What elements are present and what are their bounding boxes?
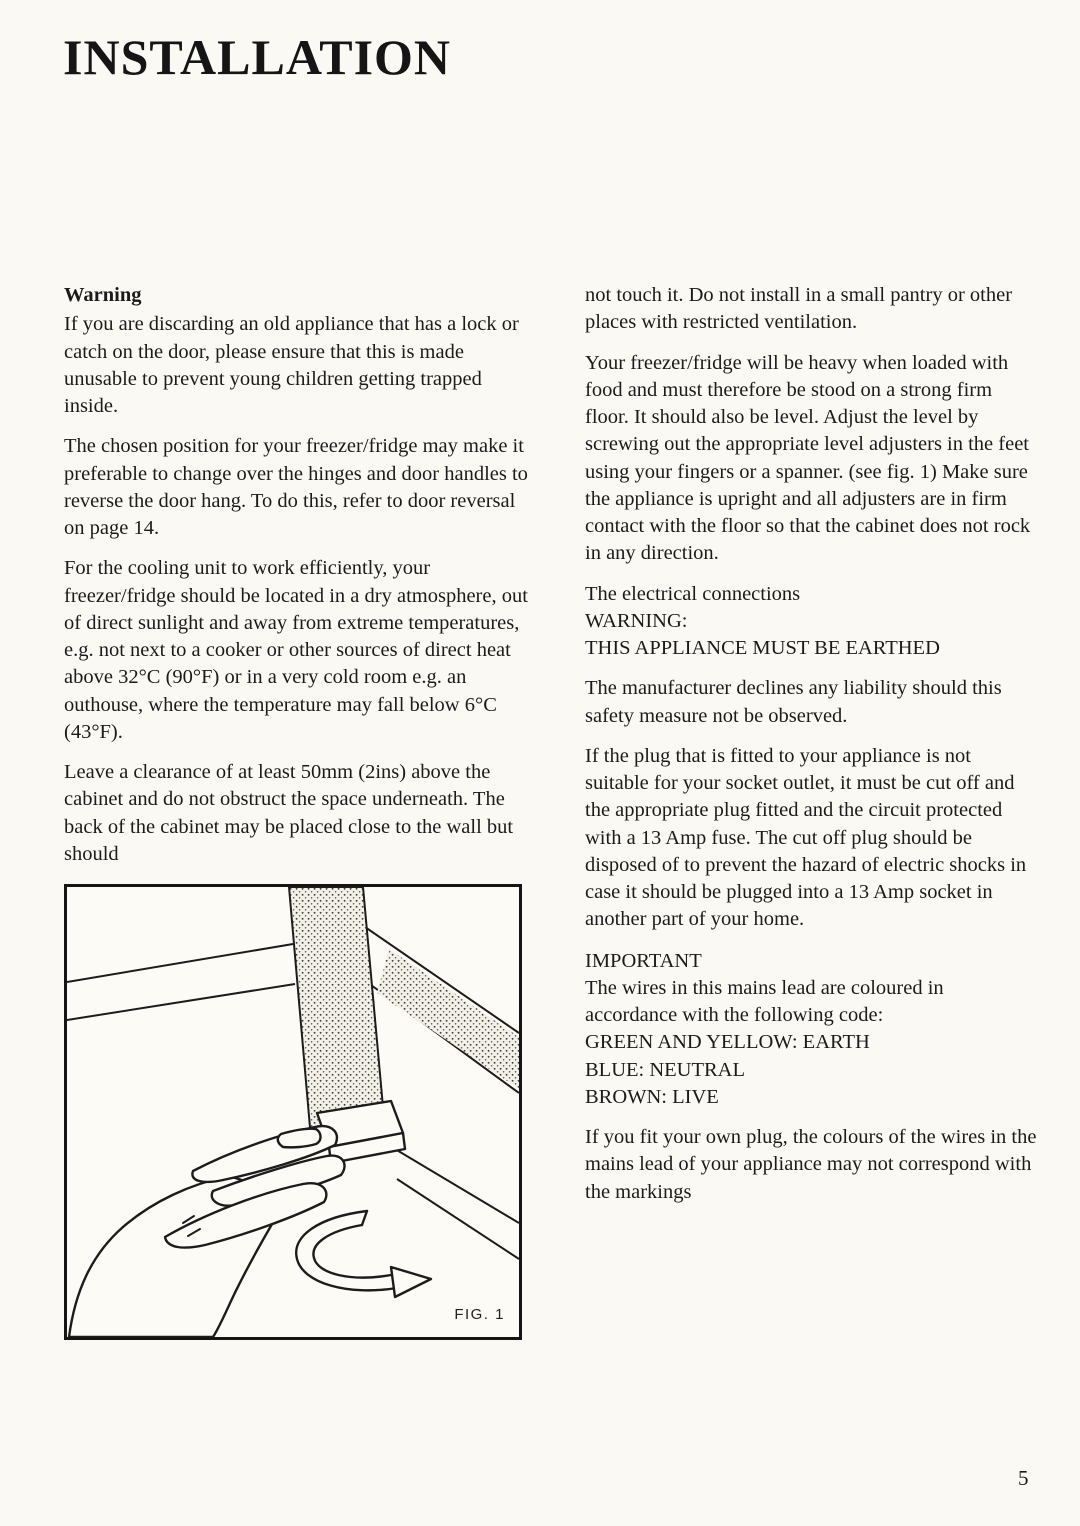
foot-adjustment-illustration [67, 887, 519, 1337]
left-column [64, 282, 532, 1340]
wire-colour-code-block [585, 1029, 1037, 1111]
page-title: INSTALLATION [63, 29, 452, 85]
right-column [585, 282, 1037, 1219]
paragraph-chosen-position: The chosen position for your freezer/fridge may make it preferable to change over the hinges and door handles to reverse the door hang. To do this, refer to door reversal on page 14. [64, 435, 528, 539]
figure-1 [64, 884, 522, 1340]
paragraph-own-plug: If you fit your own plug, the colours of the wires in the mains lead of your appliance may not correspond with the markings [585, 1126, 1037, 1203]
figure-caption: FIG. 1 [450, 1305, 505, 1325]
paragraph-cooling-unit: For the cooling unit to work efficiently, your freezer/fridge should be located in a dry atmosphere, out of direct sunlight and away from extreme temperatures, e.g. not next to a cooker or other sources of direct heat above 32°C (90°F) or in a very cold room e.g. an outhouse, where the temperature may fall below 6°C (43°F). [64, 557, 528, 743]
warning-label: WARNING: [585, 609, 688, 632]
paragraph-plug-fuse: If the plug that is fitted to your appliance is not suitable for your socket outlet, it must be cut off and the appropriate plug fitted and the circuit protected with a 13 Amp fuse. The cut off plug should be disposed of to prevent the hazard of electric shocks in case it should be plugged into a 13 Amp socket in another part of your home. [585, 744, 1027, 931]
paragraph-liability: The manufacturer declines any liability should this safety measure not be observed. [585, 677, 1002, 727]
paragraph-not-touch: not touch it. Do not install in a small pantry or other places with restricted ventilation. [585, 284, 1013, 334]
code-live: BROWN: LIVE [585, 1085, 719, 1108]
important-heading: IMPORTANT [585, 949, 702, 972]
code-earth: GREEN AND YELLOW: EARTH [585, 1031, 870, 1054]
paragraph-wire-code-intro: The wires in this mains lead are coloured in accordance with the following code: [585, 976, 944, 1026]
electrical-connections-heading: The electrical connections [585, 582, 801, 605]
paragraph-discard-warning: If you are discarding an old appliance that has a lock or catch on the door, please ensure that this is made unusable to prevent young children getting trapped inside. [64, 313, 519, 417]
code-neutral: BLUE: NEUTRAL [585, 1058, 745, 1081]
warning-heading: Warning [64, 284, 142, 306]
earthed-warning: THIS APPLIANCE MUST BE EARTHED [585, 637, 940, 659]
page-number: 5 [1018, 1466, 1029, 1490]
paragraph-clearance: Leave a clearance of at least 50mm (2ins) above the cabinet and do not obstruct the space underneath. The back of the cabinet may be placed close to the wall but should [64, 761, 514, 865]
paragraph-heavy-level: Your freezer/fridge will be heavy when loaded with food and must therefore be stood on a strong firm floor. It should also be level. Adjust the level by screwing out the appropriate level adjusters in the feet using your fingers or a spanner. (see fig. 1) Make sure the appliance is upright and all adjusters are in firm contact with the floor so that the cabinet does not rock in any direction. [585, 351, 1031, 565]
electrical-warning-block [585, 581, 1037, 663]
